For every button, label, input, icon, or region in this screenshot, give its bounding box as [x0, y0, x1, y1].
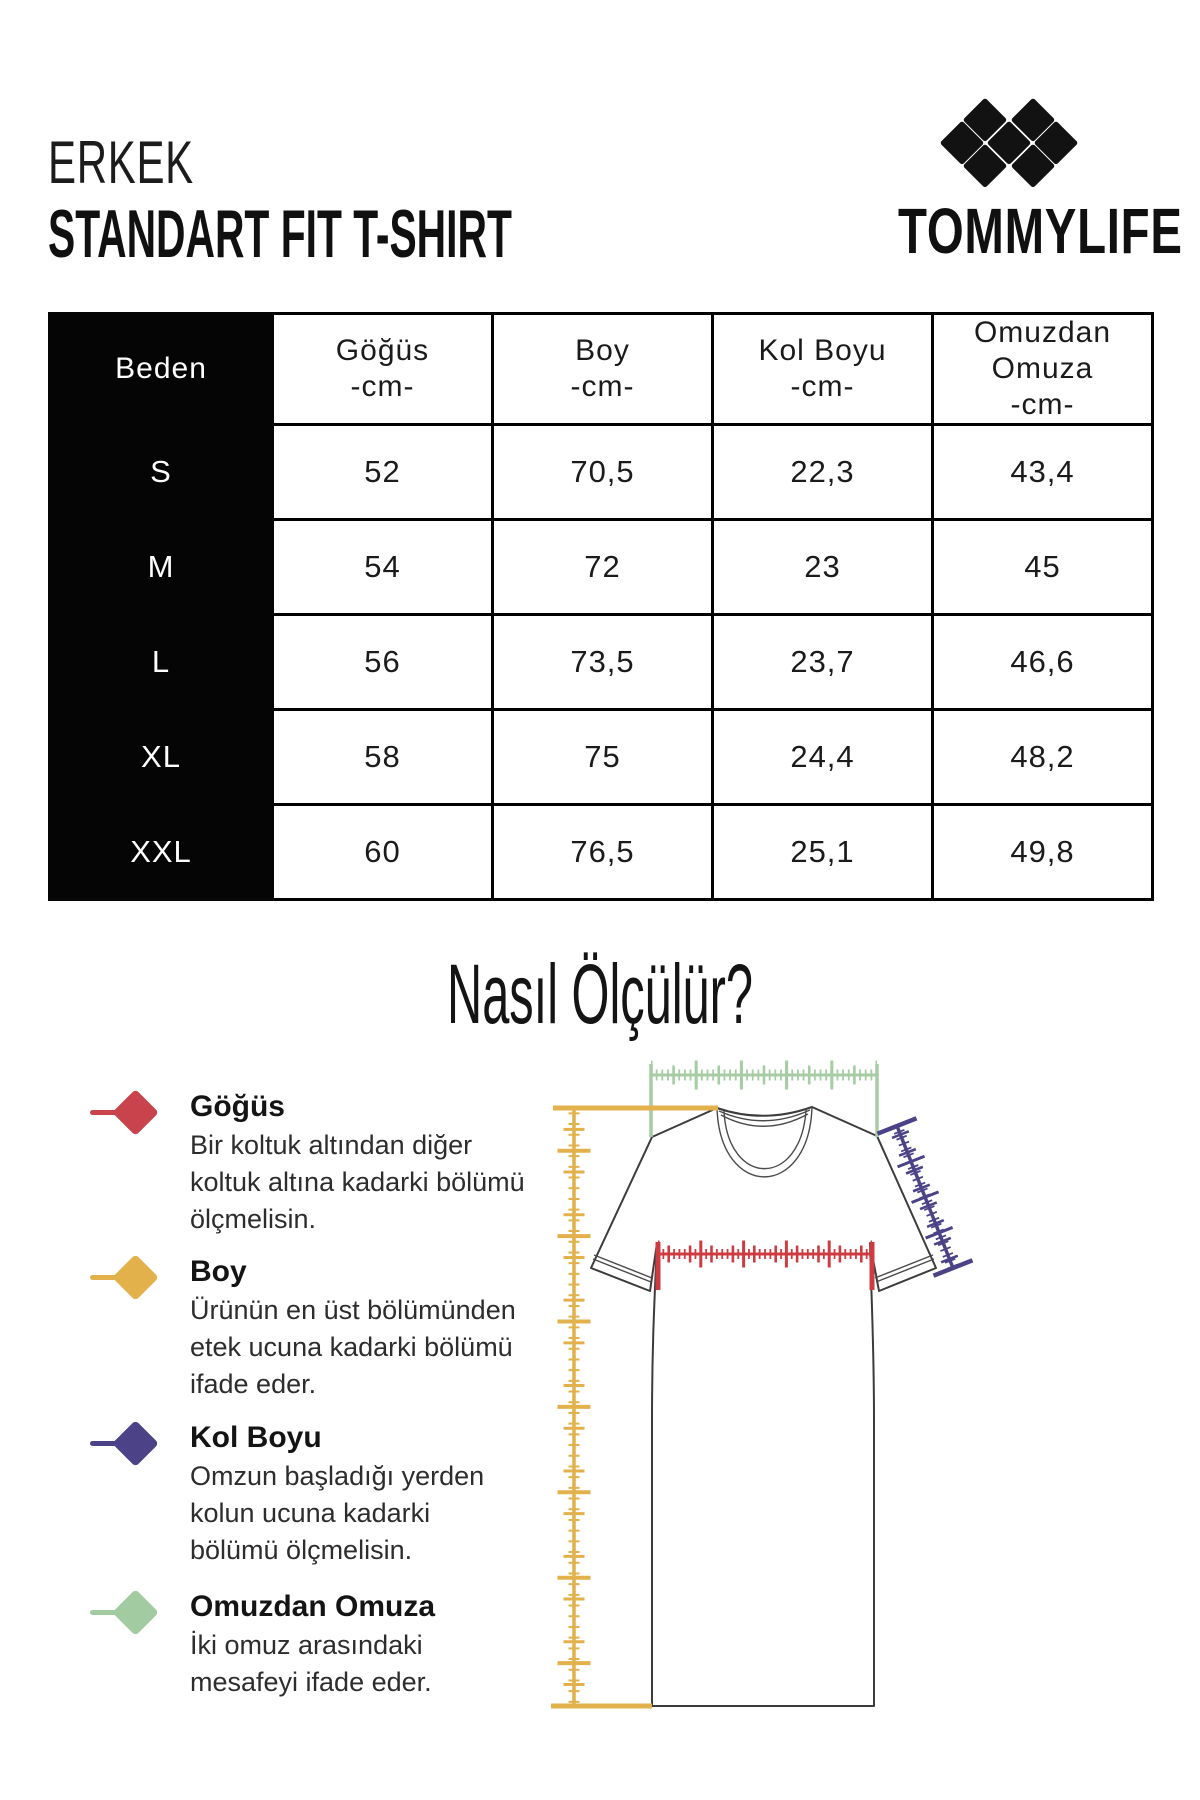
cell-omuzdan-omuza: 45: [933, 520, 1153, 615]
kol-boyu-diamond-marker-icon: [90, 1420, 160, 1466]
cell-boy: 73,5: [493, 615, 713, 710]
size-table-header-row: [50, 314, 1153, 425]
gogus-diamond-marker-icon: [90, 1089, 160, 1135]
table-row: [50, 615, 1153, 710]
legend-desc-gogus: Bir koltuk altından diğer koltuk altına kadarki bölümü ölçmelisin.: [190, 1130, 525, 1234]
size-label: XXL: [50, 805, 273, 900]
cell-gogus: 54: [273, 520, 493, 615]
legend-title-omuzdan-omuza: Omuzdan Omuza: [190, 1590, 436, 1623]
cell-omuzdan-omuza: 43,4: [933, 425, 1153, 520]
col-header-boy: Boy -cm-: [493, 314, 713, 425]
cell-kol-boyu: 23,7: [713, 615, 933, 710]
t-shirt-outline: [591, 1107, 936, 1706]
cell-boy: 76,5: [493, 805, 713, 900]
cell-omuzdan-omuza: 46,6: [933, 615, 1153, 710]
col-header-gogus: Göğüs -cm-: [273, 314, 493, 425]
t-shirt-measure-diagram: [500, 1040, 1020, 1730]
legend-desc-omuzdan-omuza: İki omuz arasındaki mesafeyi ifade eder.: [190, 1630, 432, 1697]
cell-omuzdan-omuza: 49,8: [933, 805, 1153, 900]
cell-boy: 70,5: [493, 425, 713, 520]
cell-gogus: 52: [273, 425, 493, 520]
cell-kol-boyu: 24,4: [713, 710, 933, 805]
legend-desc-boy: Ürünün en üst bölümünden etek ucuna kadarki bölümü ifade eder.: [190, 1295, 516, 1399]
cell-kol-boyu: 25,1: [713, 805, 933, 900]
omuzdan-omuza-diamond-marker-icon: [90, 1589, 160, 1635]
size-table: [48, 312, 1154, 901]
cell-gogus: 56: [273, 615, 493, 710]
table-row: [50, 425, 1153, 520]
legend-title-boy: Boy: [190, 1255, 247, 1288]
table-row: [50, 710, 1153, 805]
table-row: [50, 520, 1153, 615]
cell-omuzdan-omuza: 48,2: [933, 710, 1153, 805]
cell-kol-boyu: 23: [713, 520, 933, 615]
col-header-omuzdan-omuza: Omuzdan Omuza -cm-: [933, 314, 1153, 425]
boy-diamond-marker-icon: [90, 1254, 160, 1300]
cell-boy: 75: [493, 710, 713, 805]
how-to-measure-heading: Nasıl Ölçülür?: [447, 947, 753, 1041]
size-label: L: [50, 615, 273, 710]
col-header-beden: Beden: [50, 314, 273, 425]
cell-boy: 72: [493, 520, 713, 615]
cell-gogus: 58: [273, 710, 493, 805]
legend-title-kol-boyu: Kol Boyu: [190, 1421, 322, 1454]
table-row: [50, 805, 1153, 900]
col-header-kol-boyu: Kol Boyu -cm-: [713, 314, 933, 425]
size-label: M: [50, 520, 273, 615]
legend-desc-kol-boyu: Omzun başladığı yerden kolun ucuna kadarki bölümü ölçmelisin.: [190, 1461, 485, 1565]
size-label: XL: [50, 710, 273, 805]
legend-title-gogus: Göğüs: [190, 1090, 285, 1123]
product-title: STANDART FIT T-SHIRT: [48, 196, 512, 272]
brand-wordmark: TOMMYLIFE: [898, 195, 1183, 267]
cell-kol-boyu: 22,3: [713, 425, 933, 520]
cell-gogus: 60: [273, 805, 493, 900]
category-label: ERKEK: [48, 129, 194, 196]
tommylife-diamonds-logo-icon: [938, 96, 1086, 192]
size-label: S: [50, 425, 273, 520]
